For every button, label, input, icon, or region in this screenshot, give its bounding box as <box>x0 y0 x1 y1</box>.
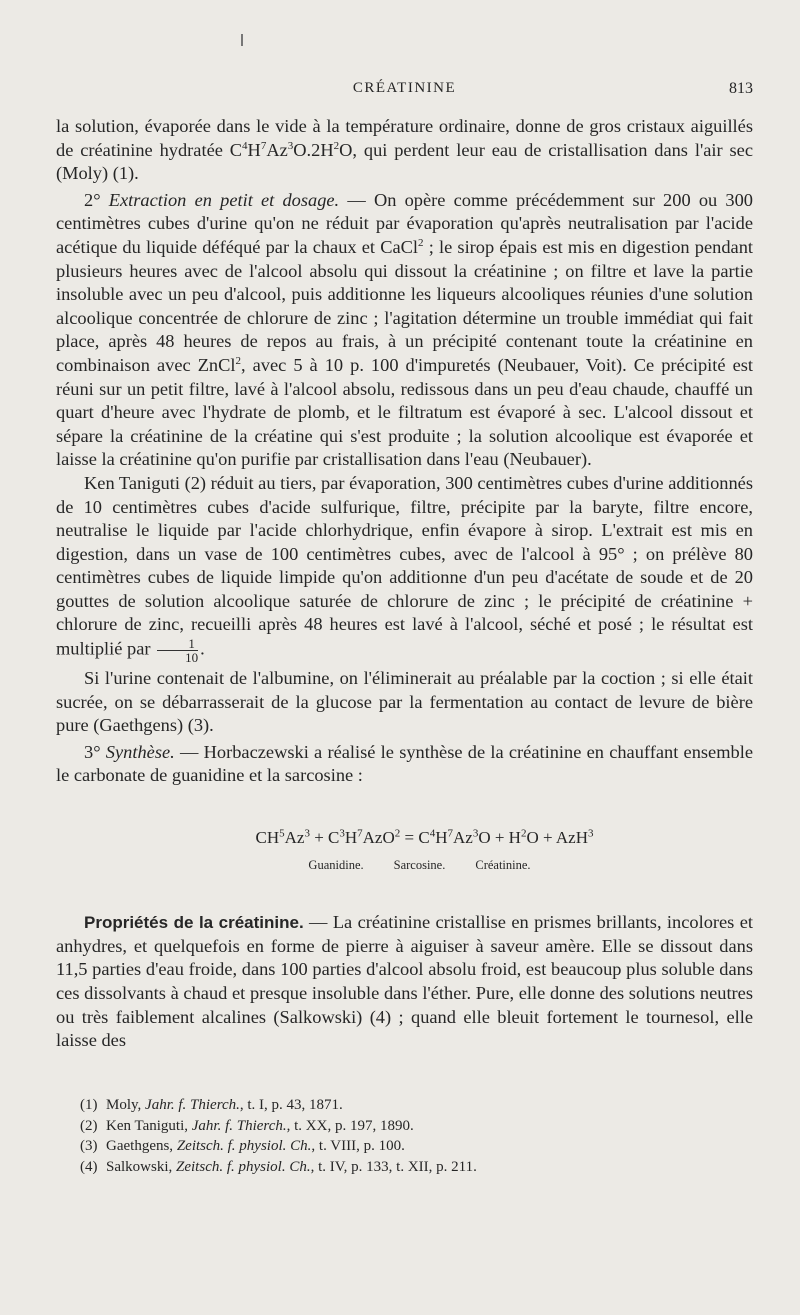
italic-text: Extraction en petit et dosage. <box>108 189 340 210</box>
paragraph: la solution, évaporée dans le vide à la température ordinaire, donne de gros cristaux aiguillés de créatinine hydratée $C^4H^7Az^3O.2H^2O$, qui perdent leur eau de cristallisation dans l'air sec (Moly) (1). <box>56 116 753 184</box>
superscript: 2 <box>418 236 424 249</box>
italic-text: Synthèse. <box>105 741 175 762</box>
equation-label: Guanidine. <box>308 857 364 872</box>
paragraph-proprietes <box>56 911 753 1053</box>
superscript: 2 <box>394 827 401 840</box>
superscript: 4 <box>429 827 436 840</box>
footnote-number: (1) <box>80 1097 98 1113</box>
footnote <box>80 1095 753 1116</box>
paragraph-taniguti: Ken Taniguti (2) réduit au tiers, par évaporation, 300 centimètres cubes d'urine additionnés de 10 centimètres cubes d'acide sulfurique, filtre, précipite par la baryte, filtre encore, neutralise le liquide par l'acide chlorhydrique, enfin évapore à sirop. L'extrait est mis en digestion, dans un vase de 100 centimètres cubes, avec de l'alcool à 95° ; on prélève 80 centimètres cubes de liquide limpide qu'on additionne d'un peu d'acétate de soude et de 20 gouttes de solution alcoolique saturée de chlorure de zinc ; le précipité de créatinine + chlorure de zinc, recueilli après 48 heures est lavé à l'alcool, séché et posé ; le résultat est multiplié par $\frac{1}{10}$ . <box>56 472 753 666</box>
italic-text: Zeitsch. f. physiol. Ch. <box>176 1158 311 1175</box>
superscript: 4 <box>242 139 248 152</box>
equation-label: Sarcosine. <box>393 857 446 872</box>
page-header <box>56 80 753 100</box>
superscript: 3 <box>304 827 310 840</box>
paragraph-extraction: 2° Extraction en petit et dosage. — On opère comme précédemment sur 200 ou 300 centimètres cubes d'urine qu'on ne réduit par évaporation qu'après neutralisation par l'acide acétique du liquide déféqué par la chaux et CaCl$^2$ ; le sirop épais est mis en digestion pendant plusieurs heures avec de l'alcool absolu qui dissout la créatinine ; on filtre et lave la partie insoluble avec un peu d'alcool, puis additionne les liqueurs alcooliques réunies d'une solution alcoolique concentrée de chlorure de zinc ; l'agitation détermine un trouble immédiat qui fait place, après 48 heures de repos au frais, à un précipité contenant toute la créatinine en combinaison avec ZnCl$^2$, avec 5 à 10 p. 100 d'impuretés (Neubauer, Voit). Ce précipité est réuni sur un petit filtre, lavé à l'alcool absolu, redissous dans un peu d'eau chaude, chauffé un quart d'heure avec l'hydrate de plomb, et le filtratum est évaporé à sec. L'alcool dissout et sépare la créatinine de la créatine qui s'est produite ; la solution alcoolique est évaporée et laisse la créatinine qu'on purifie par cristallisation dans l'eau (Neubauer). <box>56 189 754 470</box>
superscript: 7 <box>447 827 453 840</box>
superscript: 2 <box>520 827 527 840</box>
superscript: 2 <box>333 139 340 152</box>
section-heading: Propriétés de la créatinine. <box>84 913 304 933</box>
footnote-number: (3) <box>80 1138 98 1154</box>
page-number: 813 <box>729 80 753 97</box>
footnote-number: (2) <box>80 1117 98 1134</box>
footnote <box>80 1116 753 1137</box>
italic-text: Jahr. f. Thierch. <box>191 1117 287 1134</box>
paragraph-proprietes-text: — La créatinine cristallise en prismes brillants, incolores et anhydres, et quelquefois en forme de pierre à aiguiser à saveur amère. Elle se dissout dans 11,5 parties d'eau froide, dans 100 parties d'alcool absolu froid, est beaucoup plus soluble dans ces dissolvants à chaud et presque insoluble dans l'éther. Pure, elle donne des solutions neutres ou très faiblement alcalines (Salkowski) (4) ; quand elle bleuit fortement le tournesol, elle laisse des <box>56 912 753 1051</box>
superscript: 7 <box>260 139 267 152</box>
superscript: 3 <box>472 827 479 840</box>
superscript: 2 <box>235 354 242 367</box>
equation-label: Créatinine. <box>475 857 531 872</box>
superscript: 5 <box>279 827 285 840</box>
footnote-text: Ken Taniguti, Jahr. f. Thierch., t. XX, p. 197, 1890. <box>106 1117 414 1134</box>
paragraph-albumine: Si l'urine contenait de l'albumine, on l'éliminerait au préalable par la coction ; si elle était sucrée, on se débarrasserait de la glucose par la fermentation au contact de levure de bière pure (Gaethgens) (3). <box>56 668 753 736</box>
footnote-text: Moly, Jahr. f. Thierch., t. I, p. 43, 1871. <box>106 1097 343 1113</box>
body-text <box>56 115 753 1053</box>
chemical-equation: $CH^5Az^3 + C^3H^7AzO^2 = C^4H^7Az^3O + H^2O + AzH^3$ <box>255 827 594 848</box>
superscript: 3 <box>287 139 294 152</box>
footnote-number: (4) <box>80 1158 98 1175</box>
footnote-text: Salkowski, Zeitsch. f. physiol. Ch., t. IV, p. 133, t. XII, p. 211. <box>106 1158 477 1175</box>
equation-labels <box>56 854 753 878</box>
footnotes <box>80 1095 753 1177</box>
running-title: CRÉATININE <box>352 80 457 96</box>
page-mark <box>241 34 243 46</box>
superscript: 3 <box>339 827 345 840</box>
fraction: $\frac{1}{10}$ <box>157 637 198 664</box>
italic-text: Zeitsch. f. physiol. Ch. <box>176 1138 312 1154</box>
footnote-text: Gaethgens, Zeitsch. f. physiol. Ch., t. VIII, p. 100. <box>106 1138 405 1154</box>
paragraph-synthese: 3° Synthèse. — Horbaczewski a réalisé le synthèse de la créatinine en chauffant ensemble le carbonate de guanidine et la sarcosine : <box>56 741 753 786</box>
italic-text: Jahr. f. Thierch. <box>145 1097 240 1113</box>
footnote <box>80 1136 753 1157</box>
footnote <box>80 1157 753 1178</box>
superscript: 3 <box>588 827 594 840</box>
superscript: 7 <box>357 827 363 840</box>
